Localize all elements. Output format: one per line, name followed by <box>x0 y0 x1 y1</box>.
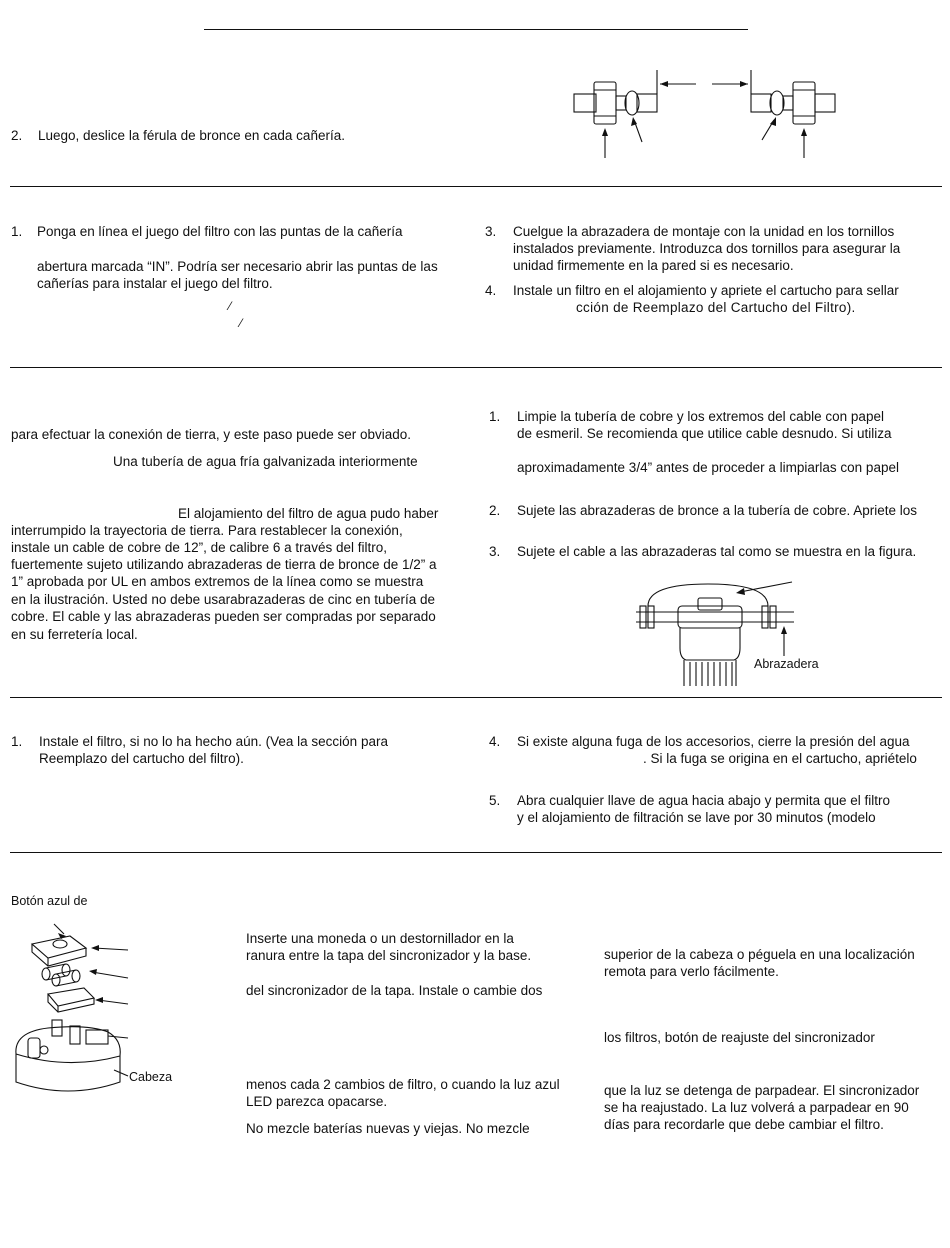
instruction-text: Inserte una moneda o un destornillador en la <box>246 931 514 946</box>
step-text: Si existe alguna fuga de los accesorios, cierre la presión del agua <box>517 734 910 749</box>
paragraph-text: para efectuar la conexión de tierra, y este paso puede ser obviado. <box>11 427 412 442</box>
step-number: 1. <box>11 734 23 749</box>
paragraph-text: instale un cable de cobre de 12”, de calibre 6 a través del filtro, <box>11 540 387 555</box>
slash-mark: ⁄ <box>229 299 232 313</box>
step-text: Sujete las abrazaderas de bronce a la tubería de cobre. Apriete los <box>517 503 918 518</box>
slash-mark: ⁄ <box>240 316 243 330</box>
step-text: cañerías para instalar el juego del filtro. <box>37 276 273 291</box>
step-number: 4. <box>489 734 501 749</box>
paragraph-text: El alojamiento del filtro de agua pudo haber <box>178 506 439 521</box>
step-number: 5. <box>489 793 501 808</box>
paragraph-text: cobre. El cable y las abrazaderas pueden ser compradas por separado <box>11 609 436 624</box>
instruction-text: los filtros, botón de reajuste del sincronizador <box>604 1030 875 1045</box>
step-text: Instale un filtro en el alojamiento y apriete el cartucho para sellar <box>513 283 899 298</box>
step-text: Cuelgue la abrazadera de montaje con la unidad en los tornillos <box>513 224 895 239</box>
step-text: abertura marcada “IN”. Podría ser necesario abrir las puntas de las <box>37 259 438 274</box>
compression-fitting-diagram <box>570 66 840 166</box>
head-label: Cabeza <box>129 1070 173 1084</box>
instruction-text: días para recordarle que debe cambiar el filtro. <box>604 1117 884 1132</box>
instruction-text: que la luz se detenga de parpadear. El sincronizador <box>604 1083 920 1098</box>
instruction-text: superior de la cabeza o péguela en una localización <box>604 947 915 962</box>
paragraph-text: fuertemente sujeto utilizando abrazaderas de tierra de bronce de 1/2” a <box>11 557 437 572</box>
instruction-text: se ha reajustado. La luz volverá a parpadear en 90 <box>604 1100 909 1115</box>
paragraph-text: interrumpido la trayectoria de tierra. Para restablecer la conexión, <box>11 523 403 538</box>
step-number: 2. <box>489 503 501 518</box>
step-text: unidad firmemente en la pared si es necesario. <box>513 258 794 273</box>
step-text: cción de Reemplazo del Cartucho del Filtro). <box>576 300 856 315</box>
section-divider <box>10 697 942 698</box>
instruction-text: No mezcle baterías nuevas y viejas. No mezcle <box>246 1121 530 1136</box>
paragraph-text: 1” aprobada por UL en ambos extremos de la línea como se muestra <box>11 574 424 589</box>
step-number: 2. <box>11 128 23 143</box>
step-number: 3. <box>489 544 501 559</box>
clamp-label: Abrazadera <box>754 657 819 671</box>
step-text: Instale el filtro, si no lo ha hecho aún. (Vea la sección para <box>39 734 388 749</box>
step-number: 3. <box>485 224 497 239</box>
title-rule <box>204 29 748 30</box>
instruction-text: ranura entre la tapa del sincronizador y la base. <box>246 948 532 963</box>
step-text: de esmeril. Se recomienda que utilice cable desnudo. Si utiliza <box>517 426 892 441</box>
step-text: Abra cualquier llave de agua hacia abajo y permita que el filtro <box>517 793 890 808</box>
step-text: Sujete el cable a las abrazaderas tal como se muestra en la figura. <box>517 544 917 559</box>
step-text: Ponga en línea el juego del filtro con las puntas de la cañería <box>37 224 403 239</box>
step-text: instalados previamente. Introduzca dos tornillos para asegurar la <box>513 241 901 256</box>
step-number: 1. <box>489 409 501 424</box>
step-text: Limpie la tubería de cobre y los extremos del cable con papel <box>517 409 884 424</box>
instruction-text: del sincronizador de la tapa. Instale o cambie dos <box>246 983 543 998</box>
instruction-text: LED parezca opacarse. <box>246 1094 388 1109</box>
step-text: aproximadamente 3/4” antes de proceder a limpiarlas con papel <box>517 460 899 475</box>
step-number: 4. <box>485 283 497 298</box>
paragraph-text: en su ferretería local. <box>11 627 138 642</box>
paragraph-text: en la ilustración. Usted no debe usarabrazaderas de cinc en tubería de <box>11 592 436 607</box>
timer-exploded-diagram <box>8 922 138 1097</box>
step-number: 1. <box>11 224 23 239</box>
step-text: y el alojamiento de filtración se lave por 30 minutos (modelo <box>517 810 876 825</box>
section-divider <box>10 367 942 368</box>
section-divider <box>10 186 942 187</box>
instruction-text: menos cada 2 cambios de filtro, o cuando la luz azul <box>246 1077 560 1092</box>
paragraph-text: Una tubería de agua fría galvanizada interiormente <box>113 454 418 469</box>
step-text: . Si la fuga se origina en el cartucho, apriételo <box>643 751 917 766</box>
step-text: Reemplazo del cartucho del filtro). <box>39 751 244 766</box>
section-divider <box>10 852 942 853</box>
step-text: Luego, deslice la férula de bronce en cada cañería. <box>38 128 345 143</box>
button-label: Botón azul de <box>11 894 88 908</box>
instruction-text: remota para verlo fácilmente. <box>604 964 779 979</box>
